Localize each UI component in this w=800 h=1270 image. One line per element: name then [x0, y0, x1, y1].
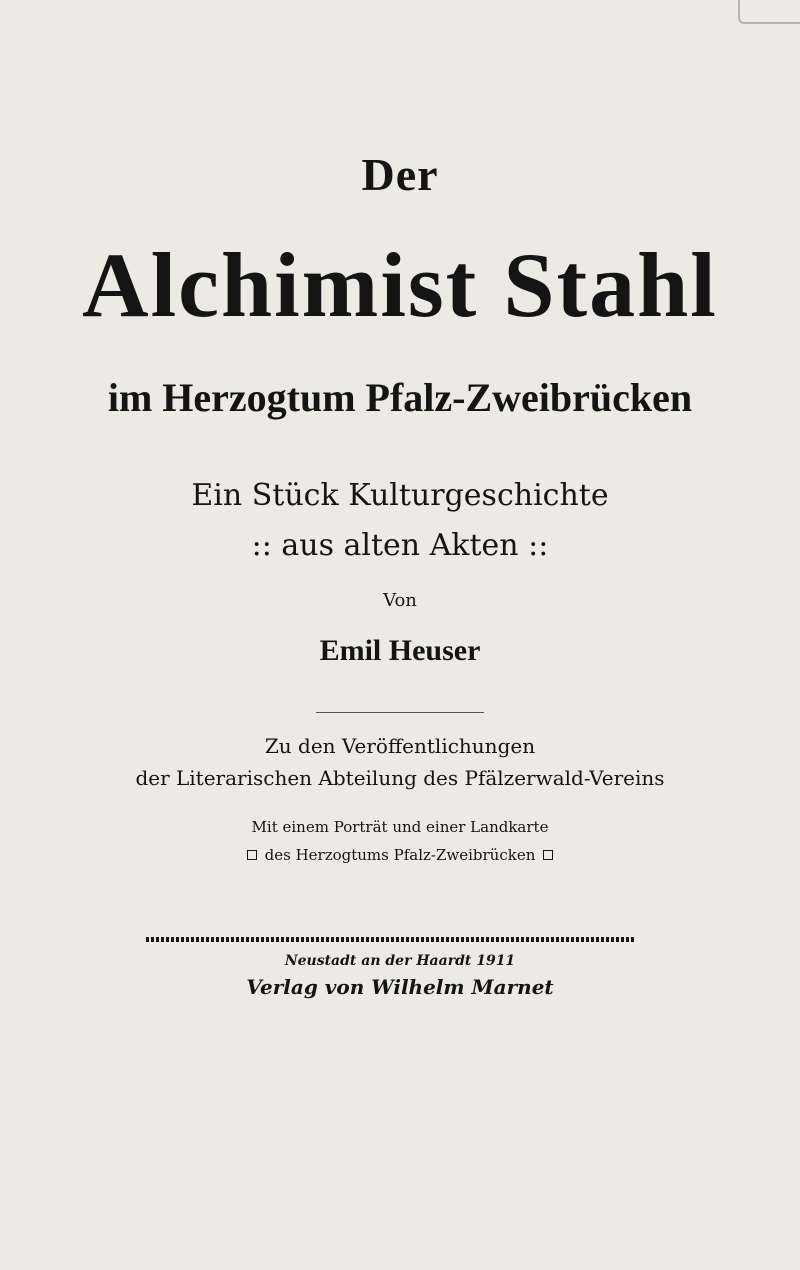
description-line-2: :: aus alten Akten ::: [251, 528, 549, 563]
page-edge-mark: [738, 0, 800, 24]
by-label: Von: [383, 590, 417, 611]
box-ornament-right-icon: [543, 850, 553, 860]
supplement-line-2-wrapper: [0, 846, 800, 864]
separator-rule: [316, 712, 484, 713]
author-name: Emil Heuser: [319, 634, 481, 667]
imprint-place-year: Neustadt an der Haardt 1911: [284, 953, 516, 969]
dotted-divider: [146, 937, 636, 942]
supplement-line-1: Mit einem Porträt und einer Landkarte: [251, 818, 549, 836]
title-article: Der: [361, 149, 439, 200]
series-line-1: Zu den Veröffentlichungen: [264, 734, 536, 758]
supplement-line-2: des Herzogtums Pfalz-Zweibrücken: [264, 846, 536, 864]
imprint-publisher: Verlag von Wilhelm Marnet: [246, 975, 554, 999]
main-title: Alchimist Stahl: [82, 234, 718, 336]
subtitle: im Herzogtum Pfalz-Zweibrücken: [107, 375, 693, 420]
description-line-1: Ein Stück Kulturgeschichte: [191, 478, 609, 513]
box-ornament-left-icon: [247, 850, 257, 860]
series-line-2: der Literarischen Abteilung des Pfälzerwald-Vereins: [135, 766, 665, 790]
